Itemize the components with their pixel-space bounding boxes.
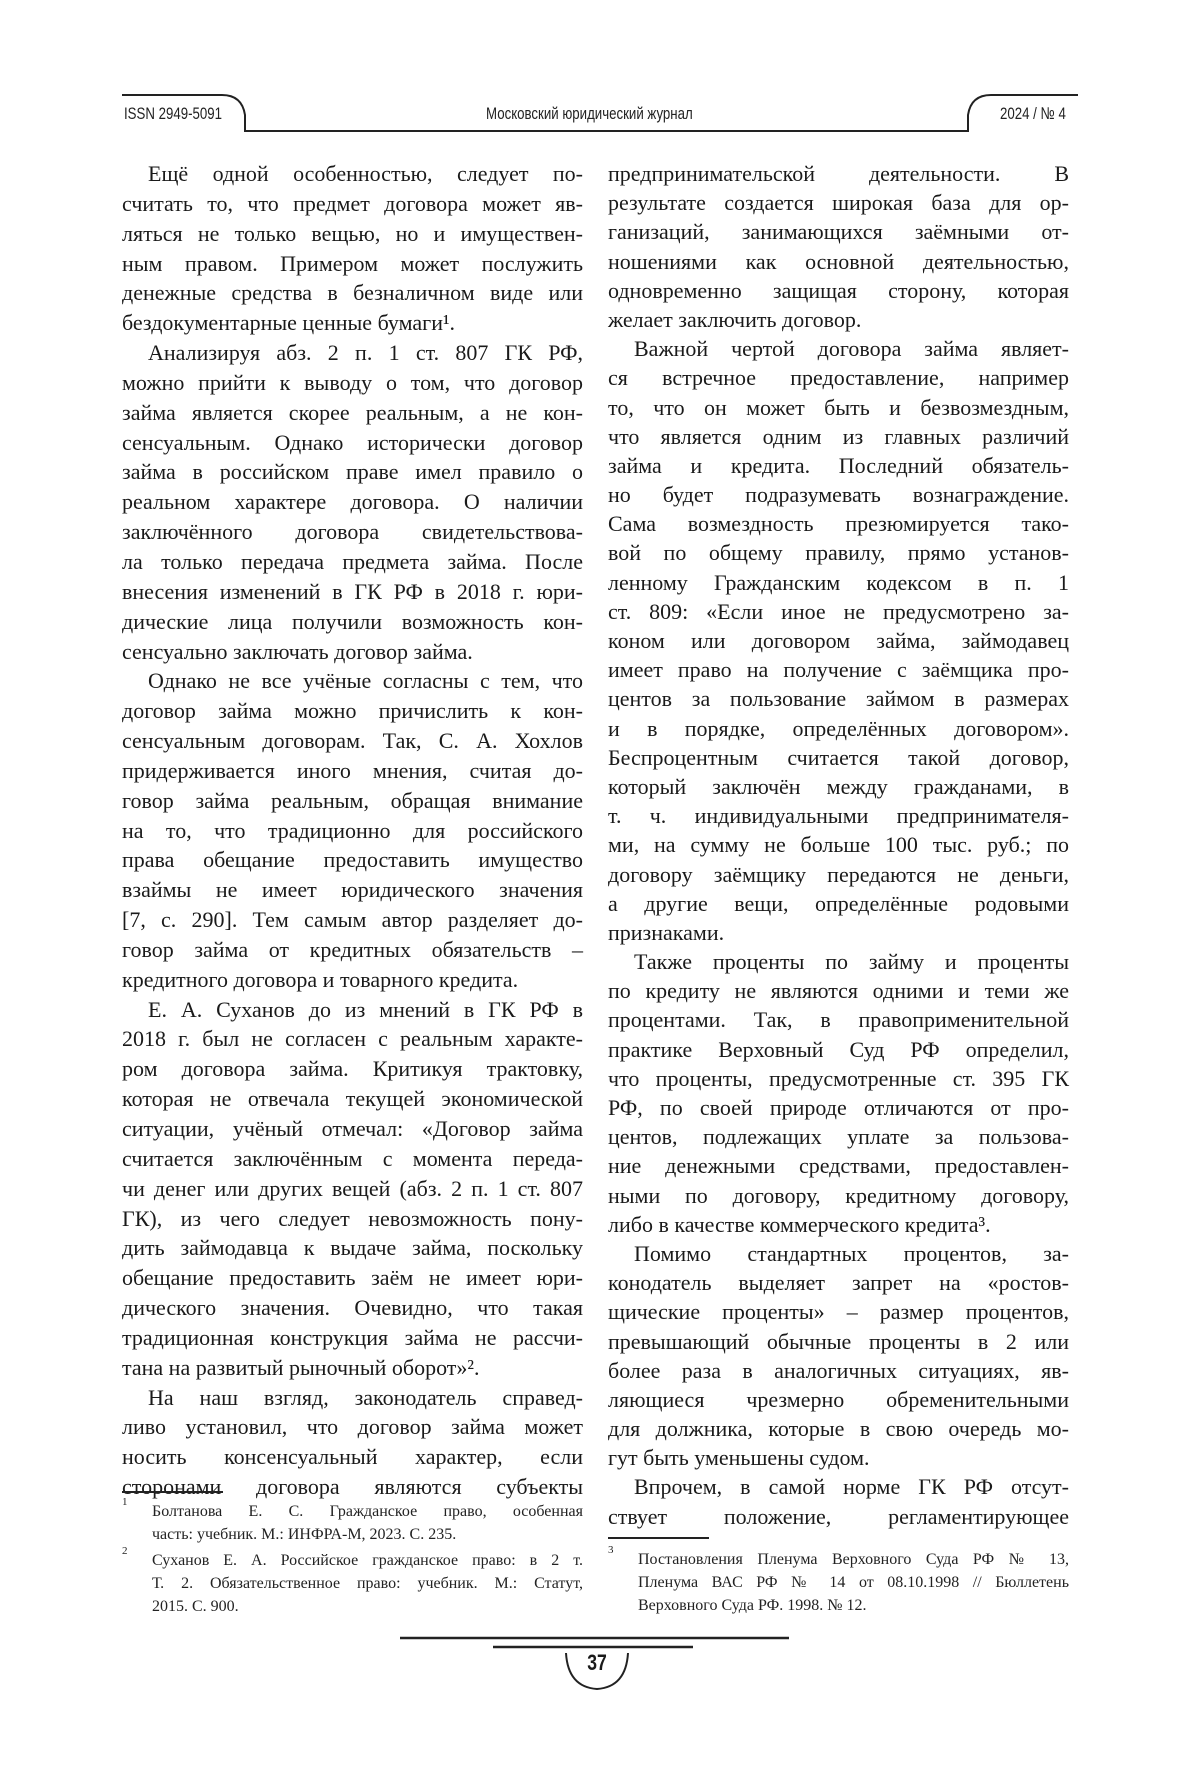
- text-line: права обещание предоставить имущество: [122, 845, 583, 875]
- text-line: ст. 809: «Если иное не предусмотрено за-: [608, 597, 1069, 626]
- text-line: для должника, которые в свою очередь мо-: [608, 1414, 1069, 1443]
- text-line: ром договора займа. Критикуя трактовку,: [122, 1054, 583, 1084]
- text-line: ными по договору, кредитному договору,: [608, 1181, 1069, 1210]
- text-line: процентами. Так, в правоприменительной: [608, 1005, 1069, 1034]
- text-line: чи денег или других вещей (абз. 2 п. 1 ст. 807: [122, 1174, 583, 1204]
- text-line: т. ч. индивидуальными предпринимателя-: [608, 801, 1069, 830]
- footnotes-left: [152, 1500, 583, 1621]
- text-line: дические лица получили возможность кон-: [122, 607, 583, 637]
- text-line: придерживается иного мнения, считая до-: [122, 756, 583, 786]
- text-line: ла только передача предмета займа. После: [122, 547, 583, 577]
- text-line: считать то, что предмет договора может яв-: [122, 189, 583, 219]
- text-line: либо в качестве коммерческого кредита³.: [608, 1210, 1069, 1239]
- right-column: [608, 159, 1069, 1531]
- text-line: центов, подлежащих уплате за пользова-: [608, 1122, 1069, 1151]
- issn: ISSN 2949-5091: [124, 104, 222, 124]
- text-line: ние денежными средствами, предоставлен-: [608, 1151, 1069, 1180]
- text-line: тана на развитый рыночный оборот»².: [122, 1353, 583, 1383]
- text-line: Также проценты по займу и проценты: [608, 947, 1069, 976]
- footnote: [152, 1500, 583, 1546]
- journal-title: Московский юридический журнал: [486, 104, 693, 124]
- footnote-line: Т. 2. Обязательственное право: учебник. М.: Статут,: [152, 1572, 583, 1595]
- text-line: займа и кредита. Последний обязатель-: [608, 451, 1069, 480]
- footnote-line: Болтанова Е. С. Гражданское право, особенная: [152, 1500, 583, 1523]
- footnote: [152, 1549, 583, 1618]
- text-line: можно прийти к выводу о том, что договор: [122, 368, 583, 398]
- footnotes-right: [638, 1548, 1069, 1620]
- text-line: ливо установил, что договор займа может: [122, 1412, 583, 1442]
- text-line: Однако не все учёные согласны с тем, что: [122, 666, 583, 696]
- text-line: РФ, по своей природе отличаются от про-: [608, 1093, 1069, 1122]
- footnote: [638, 1548, 1069, 1617]
- footnote-number: 2: [122, 1545, 128, 1557]
- text-line: предпринимательской деятельности. В: [608, 159, 1069, 188]
- text-line: по кредиту не являются одними и теми же: [608, 976, 1069, 1005]
- footnote-rule-right: [608, 1537, 709, 1539]
- text-line: Важной чертой договора займа являет-: [608, 334, 1069, 363]
- text-line: гут быть уменьшены судом.: [608, 1443, 1069, 1472]
- text-line: Помимо стандартных процентов, за-: [608, 1239, 1069, 1268]
- text-line: более раза в аналогичных ситуациях, яв-: [608, 1356, 1069, 1385]
- text-line: сенсуально заключать договор займа.: [122, 637, 583, 667]
- text-line: договор займа можно причислить к кон-: [122, 696, 583, 726]
- text-line: сторонами договора являются субъекты: [122, 1472, 583, 1502]
- footnote-line: Верховного Суда РФ. 1998. № 12.: [638, 1594, 1069, 1617]
- footnote-line: 2015. С. 900.: [152, 1595, 583, 1618]
- text-line: реальном характере договора. О наличии: [122, 487, 583, 517]
- text-line: ленному Гражданским кодексом в п. 1: [608, 568, 1069, 597]
- footnote-number: 1: [122, 1496, 128, 1508]
- text-line: Е. А. Суханов до из мнений в ГК РФ в: [122, 995, 583, 1025]
- text-line: На наш взгляд, законодатель справед-: [122, 1383, 583, 1413]
- text-line: ся встречное предоставление, например: [608, 363, 1069, 392]
- text-line: но будет подразумевать вознаграждение.: [608, 480, 1069, 509]
- text-line: центов за пользование займом в размерах: [608, 684, 1069, 713]
- text-line: считается заключённым с момента переда-: [122, 1144, 583, 1174]
- text-line: щические проценты» – размер процентов,: [608, 1297, 1069, 1326]
- text-line: Ещё одной особенностью, следует по-: [122, 159, 583, 189]
- text-line: 2018 г. был не согласен с реальным характе-: [122, 1024, 583, 1054]
- text-line: внесения изменений в ГК РФ в 2018 г. юри-: [122, 577, 583, 607]
- text-line: имеет право на получение с заёмщика про-: [608, 655, 1069, 684]
- text-line: что проценты, предусмотренные ст. 395 ГК: [608, 1064, 1069, 1093]
- text-line: ситуации, учёный отмечал: «Договор займа: [122, 1114, 583, 1144]
- text-line: взаймы не имеет юридического значения: [122, 875, 583, 905]
- text-line: дить займодавца к выдаче займа, поскольку: [122, 1233, 583, 1263]
- footnote-line: Постановления Пленума Верховного Суда РФ № 13,: [638, 1548, 1069, 1571]
- text-line: то, что он может быть и безвозмездным,: [608, 393, 1069, 422]
- text-line: сенсуальным. Однако исторически договор: [122, 428, 583, 458]
- text-line: Впрочем, в самой норме ГК РФ отсут-: [608, 1472, 1069, 1501]
- text-line: займа в российском праве имел правило о: [122, 457, 583, 487]
- text-line: а другие вещи, определённые родовыми: [608, 889, 1069, 918]
- text-line: ляться не только вещью, но и имуществен-: [122, 219, 583, 249]
- text-line: одновременно защищая сторону, которая: [608, 276, 1069, 305]
- text-line: кредитного договора и товарного кредита.: [122, 965, 583, 995]
- text-line: Анализируя абз. 2 п. 1 ст. 807 ГК РФ,: [122, 338, 583, 368]
- text-line: вой по общему правилу, прямо установ-: [608, 538, 1069, 567]
- text-line: говор займа от кредитных обязательств –: [122, 935, 583, 965]
- text-line: что является одним из главных различий: [608, 422, 1069, 451]
- text-line: заключённого договора свидетельствова-: [122, 517, 583, 547]
- text-line: и в порядке, определённых договором».: [608, 714, 1069, 743]
- text-line: ношениями как основной деятельностью,: [608, 247, 1069, 276]
- text-line: договору заёмщику передаются не деньги,: [608, 860, 1069, 889]
- text-line: на то, что традиционно для российского: [122, 816, 583, 846]
- text-line: ляющиеся чрезмерно обременительными: [608, 1385, 1069, 1414]
- text-line: коном или договором займа, займодавец: [608, 626, 1069, 655]
- footnote-number: 3: [608, 1544, 614, 1556]
- text-line: традиционная конструкция займа не рассчи-: [122, 1323, 583, 1353]
- text-line: превышающий обычные проценты в 2 или: [608, 1327, 1069, 1356]
- text-line: носить консенсуальный характер, если: [122, 1442, 583, 1472]
- text-line: ГК), из чего следует невозможность пону-: [122, 1204, 583, 1234]
- text-line: ным правом. Примером может послужить: [122, 249, 583, 279]
- text-line: денежные средства в безналичном виде или: [122, 278, 583, 308]
- footnote-line: часть: учебник. М.: ИНФРА-М, 2023. С. 235.: [152, 1523, 583, 1546]
- text-line: Беспроцентным считается такой договор,: [608, 743, 1069, 772]
- footnote-line: Пленума ВАС РФ № 14 от 08.10.1998 // Бюллетень: [638, 1571, 1069, 1594]
- text-line: ганизаций, занимающихся заёмными от-: [608, 217, 1069, 246]
- text-line: результате создается широкая база для ор-: [608, 188, 1069, 217]
- text-line: бездокументарные ценные бумаги¹.: [122, 308, 583, 338]
- page-number: 37: [577, 1650, 617, 1676]
- text-line: который заключён между гражданами, в: [608, 772, 1069, 801]
- issue-number: 2024 / № 4: [1000, 104, 1066, 124]
- text-line: обещание предоставить заём не имеет юри-: [122, 1263, 583, 1293]
- text-line: которая не отвечала текущей экономической: [122, 1084, 583, 1114]
- text-line: желает заключить договор.: [608, 305, 1069, 334]
- text-line: признаками.: [608, 918, 1069, 947]
- text-line: говор займа реальным, обращая внимание: [122, 786, 583, 816]
- text-line: займа является скорее реальным, а не кон-: [122, 398, 583, 428]
- text-line: ствует положение, регламентирующее: [608, 1502, 1069, 1531]
- footnote-line: Суханов Е. А. Российское гражданское право: в 2 т.: [152, 1549, 583, 1572]
- text-line: ми, на сумму не больше 100 тыс. руб.; по: [608, 830, 1069, 859]
- text-line: практике Верховный Суд РФ определил,: [608, 1035, 1069, 1064]
- text-line: дического значения. Очевидно, что такая: [122, 1293, 583, 1323]
- text-line: Сама возмездность презюмируется тако-: [608, 509, 1069, 538]
- text-line: конодатель выделяет запрет на «ростов-: [608, 1268, 1069, 1297]
- footnote-rule-left: [122, 1491, 223, 1493]
- text-line: [7, с. 290]. Тем самым автор разделяет до-: [122, 905, 583, 935]
- text-line: сенсуальным договорам. Так, С. А. Хохлов: [122, 726, 583, 756]
- left-column: [122, 159, 583, 1502]
